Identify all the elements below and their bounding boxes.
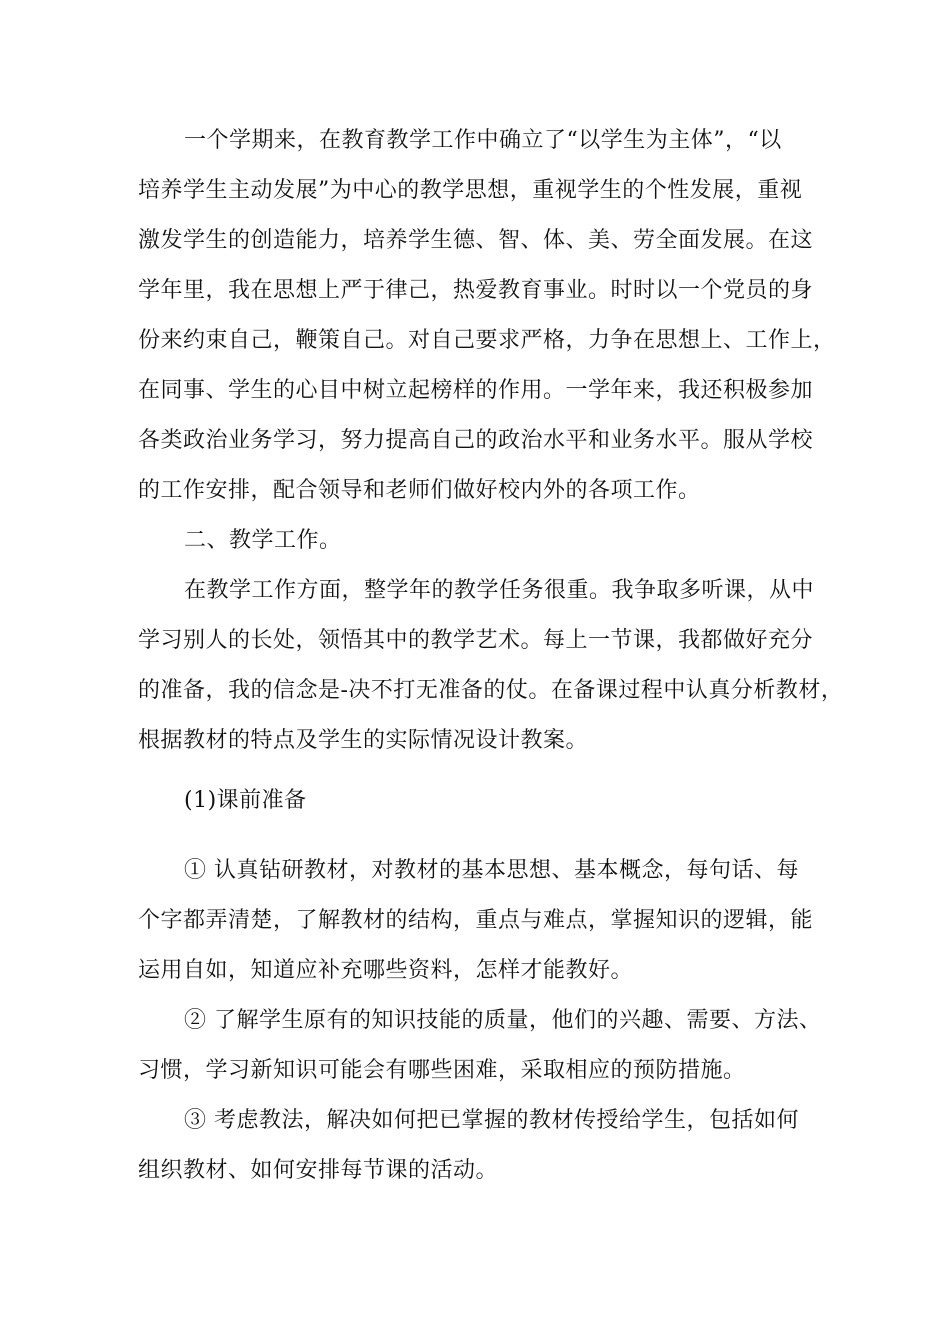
paragraph-line: 激发学生的创造能力，培养学生德、智、体、美、劳全面发展。在这 [138, 228, 814, 253]
list-item-line: 习惯，学习新知识可能会有哪些困难，采取相应的预防措施。 [138, 1058, 746, 1083]
paragraph-line: 各类政治业务学习，努力提高自己的政治水平和业务水平。服从学校 [138, 428, 814, 453]
paragraph-line: 在同事、学生的心目中树立起榜样的作用。一学年来，我还积极参加 [138, 378, 814, 403]
list-item-line: 个字都弄清楚，了解教材的结构，重点与难点，掌握知识的逻辑，能 [138, 908, 814, 933]
paragraph-line: 根据教材的特点及学生的实际情况设计教案。 [138, 728, 589, 753]
paragraph-line: 一个学期来，在教育教学工作中确立了“以学生为主体”，“以 [184, 128, 782, 153]
paragraph-line: 份来约束自己，鞭策自己。对自己要求严格，力争在思想上、工作上， [138, 328, 836, 353]
section-heading: 二、教学工作。 [184, 528, 342, 553]
paragraph-line: 学习别人的长处，领悟其中的教学艺术。每上一节课，我都做好充分 [138, 628, 814, 653]
paragraph-line: 在教学工作方面，整学年的教学任务很重。我争取多听课，从中 [184, 578, 815, 603]
list-item-line: ① 认真钻研教材，对教材的基本思想、基本概念，每句话、每 [184, 858, 799, 883]
paragraph-line: 培养学生主动发展”为中心的教学思想，重视学生的个性发展，重视 [138, 178, 803, 203]
subsection-heading: (1)课前准备 [184, 788, 307, 813]
list-item-line: 运用自如，知道应补充哪些资料，怎样才能教好。 [138, 958, 634, 983]
list-item-line: ② 了解学生原有的知识技能的质量，他们的兴趣、需要、方法、 [184, 1008, 822, 1033]
paragraph-line: 学年里，我在思想上严于律己，热爱教育事业。时时以一个党员的身 [138, 278, 814, 303]
list-item-line: ③ 考虑教法，解决如何把已掌握的教材传授给学生，包括如何 [184, 1108, 799, 1133]
list-item-line: 组织教材、如何安排每节课的活动。 [138, 1158, 499, 1183]
paragraph-line: 的工作安排，配合领导和老师们做好校内外的各项工作。 [138, 478, 701, 503]
paragraph-line: 的准备，我的信念是-决不打无准备的仗。在备课过程中认真分析教材， [138, 678, 844, 703]
